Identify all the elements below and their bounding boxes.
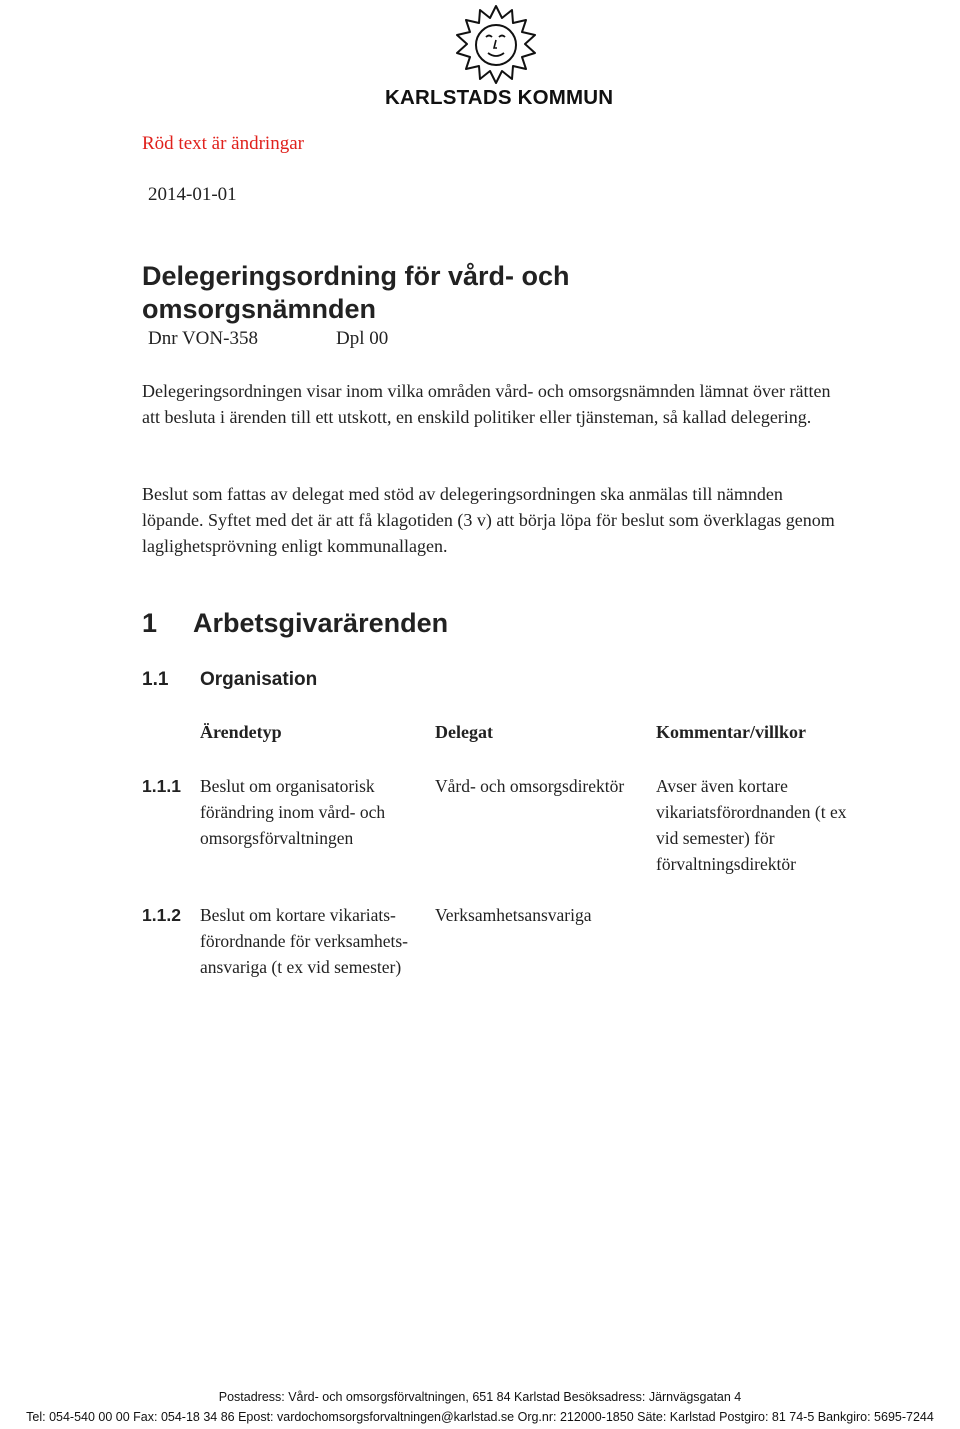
document-title: Delegeringsordning för vård- och omsorgsnämnden [142,261,570,324]
row-comment: Avser även kortare vikariatsförordnanden (t ex vid semester) för förvaltningsdirektör [656,776,847,874]
dnr-number: Dnr VON-358 [148,328,258,349]
subsection-title: Organisation [200,669,318,690]
logo-wordmark: KARLSTADS KOMMUN [385,86,614,109]
section-number: 1 [142,608,158,638]
row-type: Beslut om kortare vikariats-förordnande för verksamhets-ansvariga (t ex vid semester) [200,905,408,977]
dpl-number: Dpl 00 [336,328,389,349]
reporting-paragraph: Beslut som fattas av delegat med stöd av delegeringsordningen ska anmälas till nämnden löpande. Syftet med det är att få klagotiden (3 v) att börja löpa för beslut som överklagas genom laglighetsprövning enligt kommunallagen. [142,484,835,556]
intro-paragraph: Delegeringsordningen visar inom vilka områden vård- och omsorgsnämnden lämnat över rätten att besluta i ärenden till ett utskott, en enskild politiker eller tjänsteman, så kallad delegering. [142,381,831,427]
row-number: 1.1.2 [142,905,181,925]
subsection-number: 1.1 [142,669,169,690]
row-delegate: Verksamhetsansvariga [435,905,592,925]
column-header-comment: Kommentar/villkor [656,722,806,742]
changes-notice: Röd text är ändringar [142,133,304,154]
column-header-delegate: Delegat [435,722,493,742]
reference-row [148,328,388,350]
subsection-heading [142,669,317,691]
column-header-type: Ärendetyp [200,722,282,742]
row-delegate: Vård- och omsorgsdirektör [435,776,625,796]
sun-emblem-icon [453,4,539,88]
footer-contact: Tel: 054-540 00 00 Fax: 054-18 34 86 Epost: vardochomsorgsforvaltningen@karlstad.se Org.nr: 212000-1850 Säte: Karlstad Postgiro: 81 74-5 Bankgiro: 5695-7244 [26,1410,934,1424]
row-type: Beslut om organisatorisk förändring inom vård- och omsorgsförvaltningen [200,776,386,848]
footer-address: Postadress: Vård- och omsorgsförvaltningen, 651 84 Karlstad Besöksadress: Järnvägsgatan 4 [218,1390,742,1404]
section-title: Arbetsgivarärenden [193,608,449,638]
section-heading [142,608,448,639]
row-number: 1.1.1 [142,776,181,796]
document-date: 2014-01-01 [148,184,237,205]
karlstads-kommun-logo [385,4,614,109]
